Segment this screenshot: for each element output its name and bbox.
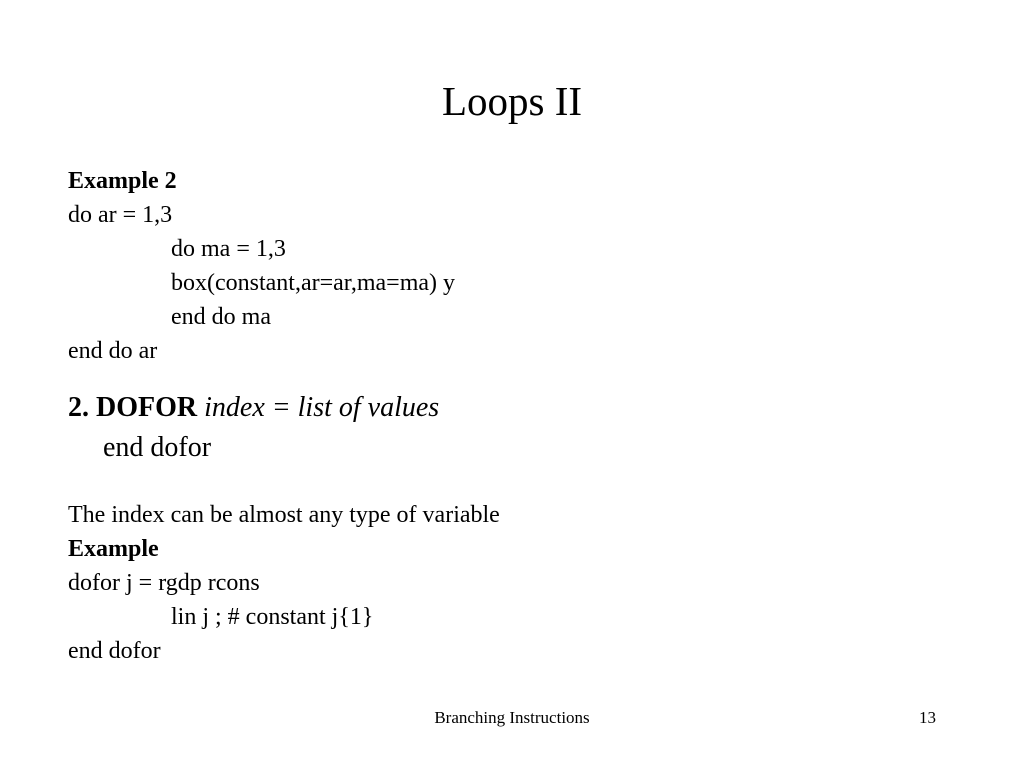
description-text: The index can be almost any type of variable <box>68 502 500 528</box>
code-line: do ma = 1,3 <box>171 236 286 262</box>
dofor-syntax: index = list of values <box>204 392 440 423</box>
dofor-heading <box>68 388 968 428</box>
dofor-keyword: 2. DOFOR <box>68 392 198 423</box>
slide-body <box>68 164 968 668</box>
code-line: end dofor <box>68 638 161 664</box>
code-line: lin j ; # constant j{1} <box>171 604 374 630</box>
spacer <box>68 468 968 498</box>
code-line: end do ma <box>171 304 271 330</box>
example-heading: Example <box>68 536 159 562</box>
page-number: 13 <box>919 708 936 727</box>
slide-title: Loops II <box>441 78 583 124</box>
code-line: end do ar <box>68 338 158 364</box>
code-line: dofor j = rgdp rcons <box>68 570 260 596</box>
dofor-end: end dofor <box>103 432 212 463</box>
footer-title: Branching Instructions <box>434 708 590 727</box>
code-line: box(constant,ar=ar,ma=ma) y <box>171 270 456 296</box>
code-line: do ar = 1,3 <box>68 202 173 228</box>
spacer <box>68 368 968 388</box>
example-2-heading: Example 2 <box>68 168 177 194</box>
